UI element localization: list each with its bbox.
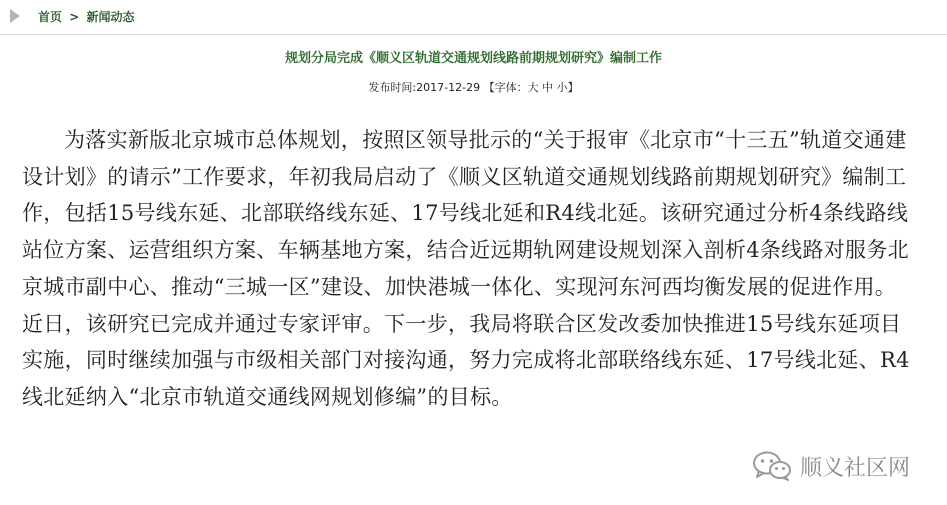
breadcrumb-arrow-icon: [10, 9, 20, 23]
breadcrumb-separator: >: [69, 10, 80, 24]
font-size-medium-button[interactable]: 中: [542, 81, 554, 94]
wechat-icon: [752, 450, 792, 482]
watermark-text: 顺义社区网: [800, 455, 911, 481]
font-size-small-button[interactable]: 小: [556, 81, 568, 94]
top-bar: [0, 0, 947, 35]
font-size-label-end: 】: [567, 81, 579, 94]
article-title: 规划分局完成《顺义区轨道交通规划线路前期规划研究》编制工作: [284, 51, 662, 66]
breadcrumb-home-link[interactable]: 首页: [38, 10, 63, 24]
breadcrumb: [38, 9, 134, 25]
breadcrumb-current-link[interactable]: 新闻动态: [86, 10, 135, 24]
publish-label: 发布时间:: [368, 81, 417, 94]
article-body: 为落实新版北京城市总体规划，按照区领导批示的“关于报审《北京市“十三五”轨道交通建设计划》的请示”工作要求，年初我局启动了《顺义区轨道交通规划线路前期规划研究》编制工作，包括15号线东延、北部联络线东延、17号线北延和R4线北延。该研究通过分析4条线路线站位方案、运营组织方案、车辆基地方案，结合近远期轨网建设规划深入剖析4条线路对服务北京城市副中心、推动“三城一区”建设、加快港城一体化、实现河东河西均衡发展的促进作用。近日，该研究已完成并通过专家评审。下一步，我局将联合区发改委加快推进15号线东延项目实施，同时继续加强与市级相关部门对接沟通，努力完成将北部联络线东延、17号线北延、R4线北延纳入“北京市轨道交通线网规划修编”的目标。: [22, 128, 910, 409]
font-size-large-button[interactable]: 大: [527, 81, 539, 94]
font-size-label: 【字体：: [483, 81, 528, 94]
publish-date: 2017-12-29: [416, 81, 481, 94]
watermark: [752, 448, 910, 484]
article-meta: [0, 80, 947, 96]
